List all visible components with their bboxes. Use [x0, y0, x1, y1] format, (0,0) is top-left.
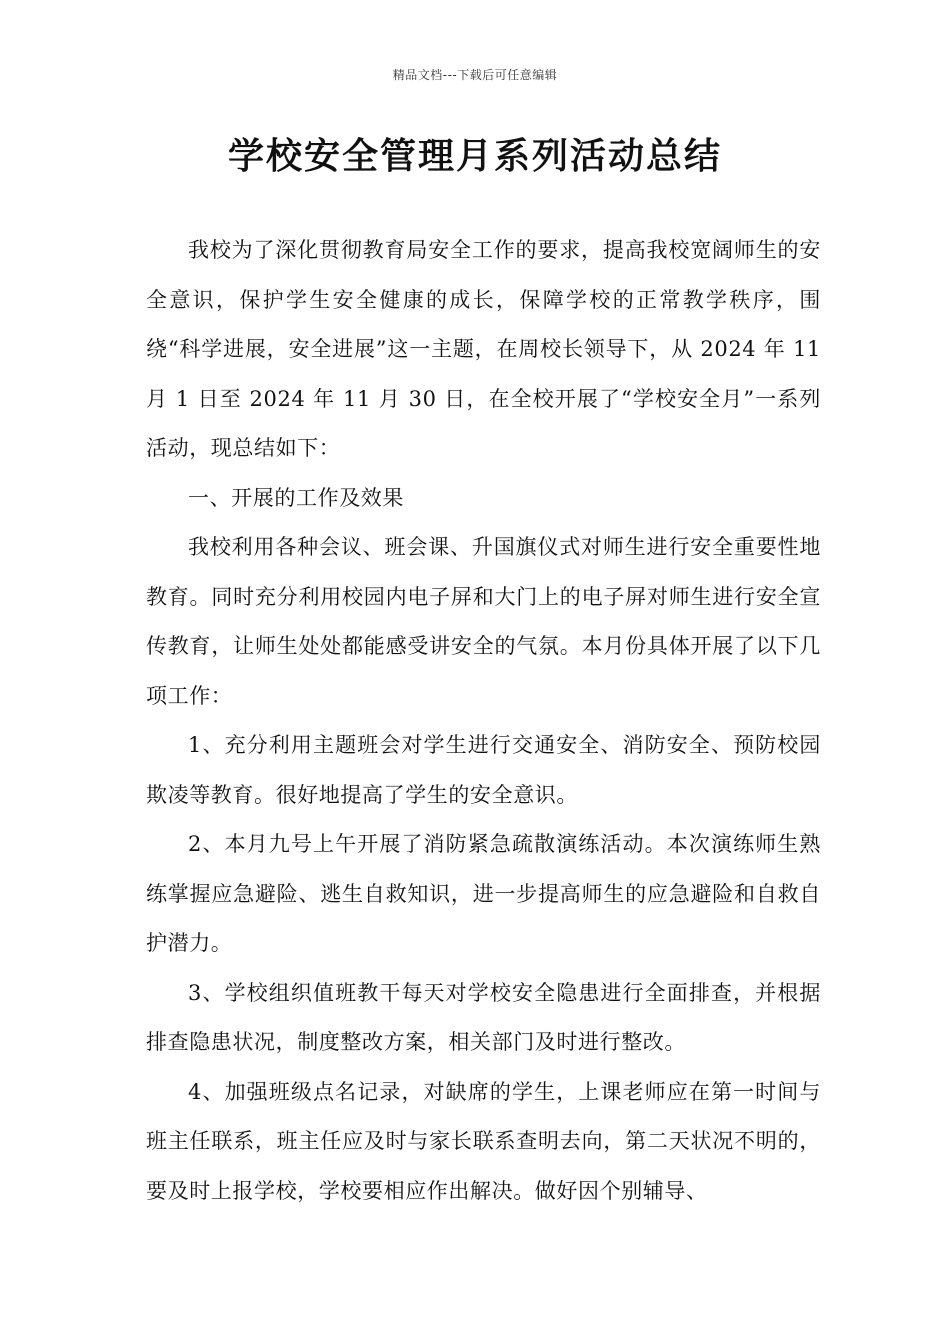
document-title: 学校安全管理月系列活动总结	[227, 136, 722, 177]
paragraph-item-1: 1、充分利用主题班会对学生进行交通安全、消防安全、预防校园欺凌等教育。很好地提高了学生的安全意识。	[146, 733, 821, 807]
paragraph-intro: 我校为了深化贯彻教育局安全工作的要求，提高我校宽阔师生的安全意识，保护学生安全健康的成长，保障学校的正常教学秩序，围绕“科学进展，安全进展”这一主题，在周校长领导下，从 2024 年 11 月 1 日至 2024 年 11 月 30 日，在全校开展了“学校安全月”一系列活动，现总结如下：	[146, 238, 821, 460]
paragraph-overview: 我校利用各种会议、班会课、升国旗仪式对师生进行安全重要性地教育。同时充分利用校园内电子屏和大门上的电子屏对师生进行安全宣传教育，让师生处处都能感受讲安全的气氛。本月份具体开展了以下几项工作：	[146, 535, 821, 708]
paragraph-item-3: 3、学校组织值班教干每天对学校安全隐患进行全面排查，并根据排查隐患状况，制度整改方案，相关部门及时进行整改。	[146, 980, 821, 1054]
document-body	[146, 226, 821, 1216]
paragraph-item-2: 2、本月九号上午开展了消防紧急疏散演练活动。本次演练师生熟练掌握应急避险、逃生自救知识，进一步提高师生的应急避险和自救自护潜力。	[146, 832, 821, 955]
section-heading: 一、开展的工作及效果	[188, 485, 404, 510]
header-note: 精品文档---下载后可任意编辑	[392, 68, 558, 82]
paragraph-item-4: 4、加强班级点名记录，对缺席的学生，上课老师应在第一时间与班主任联系，班主任应及时与家长联系查明去向，第二天状况不明的，要及时上报学校，学校要相应作出解决。做好因个别辅导、	[146, 1079, 821, 1203]
